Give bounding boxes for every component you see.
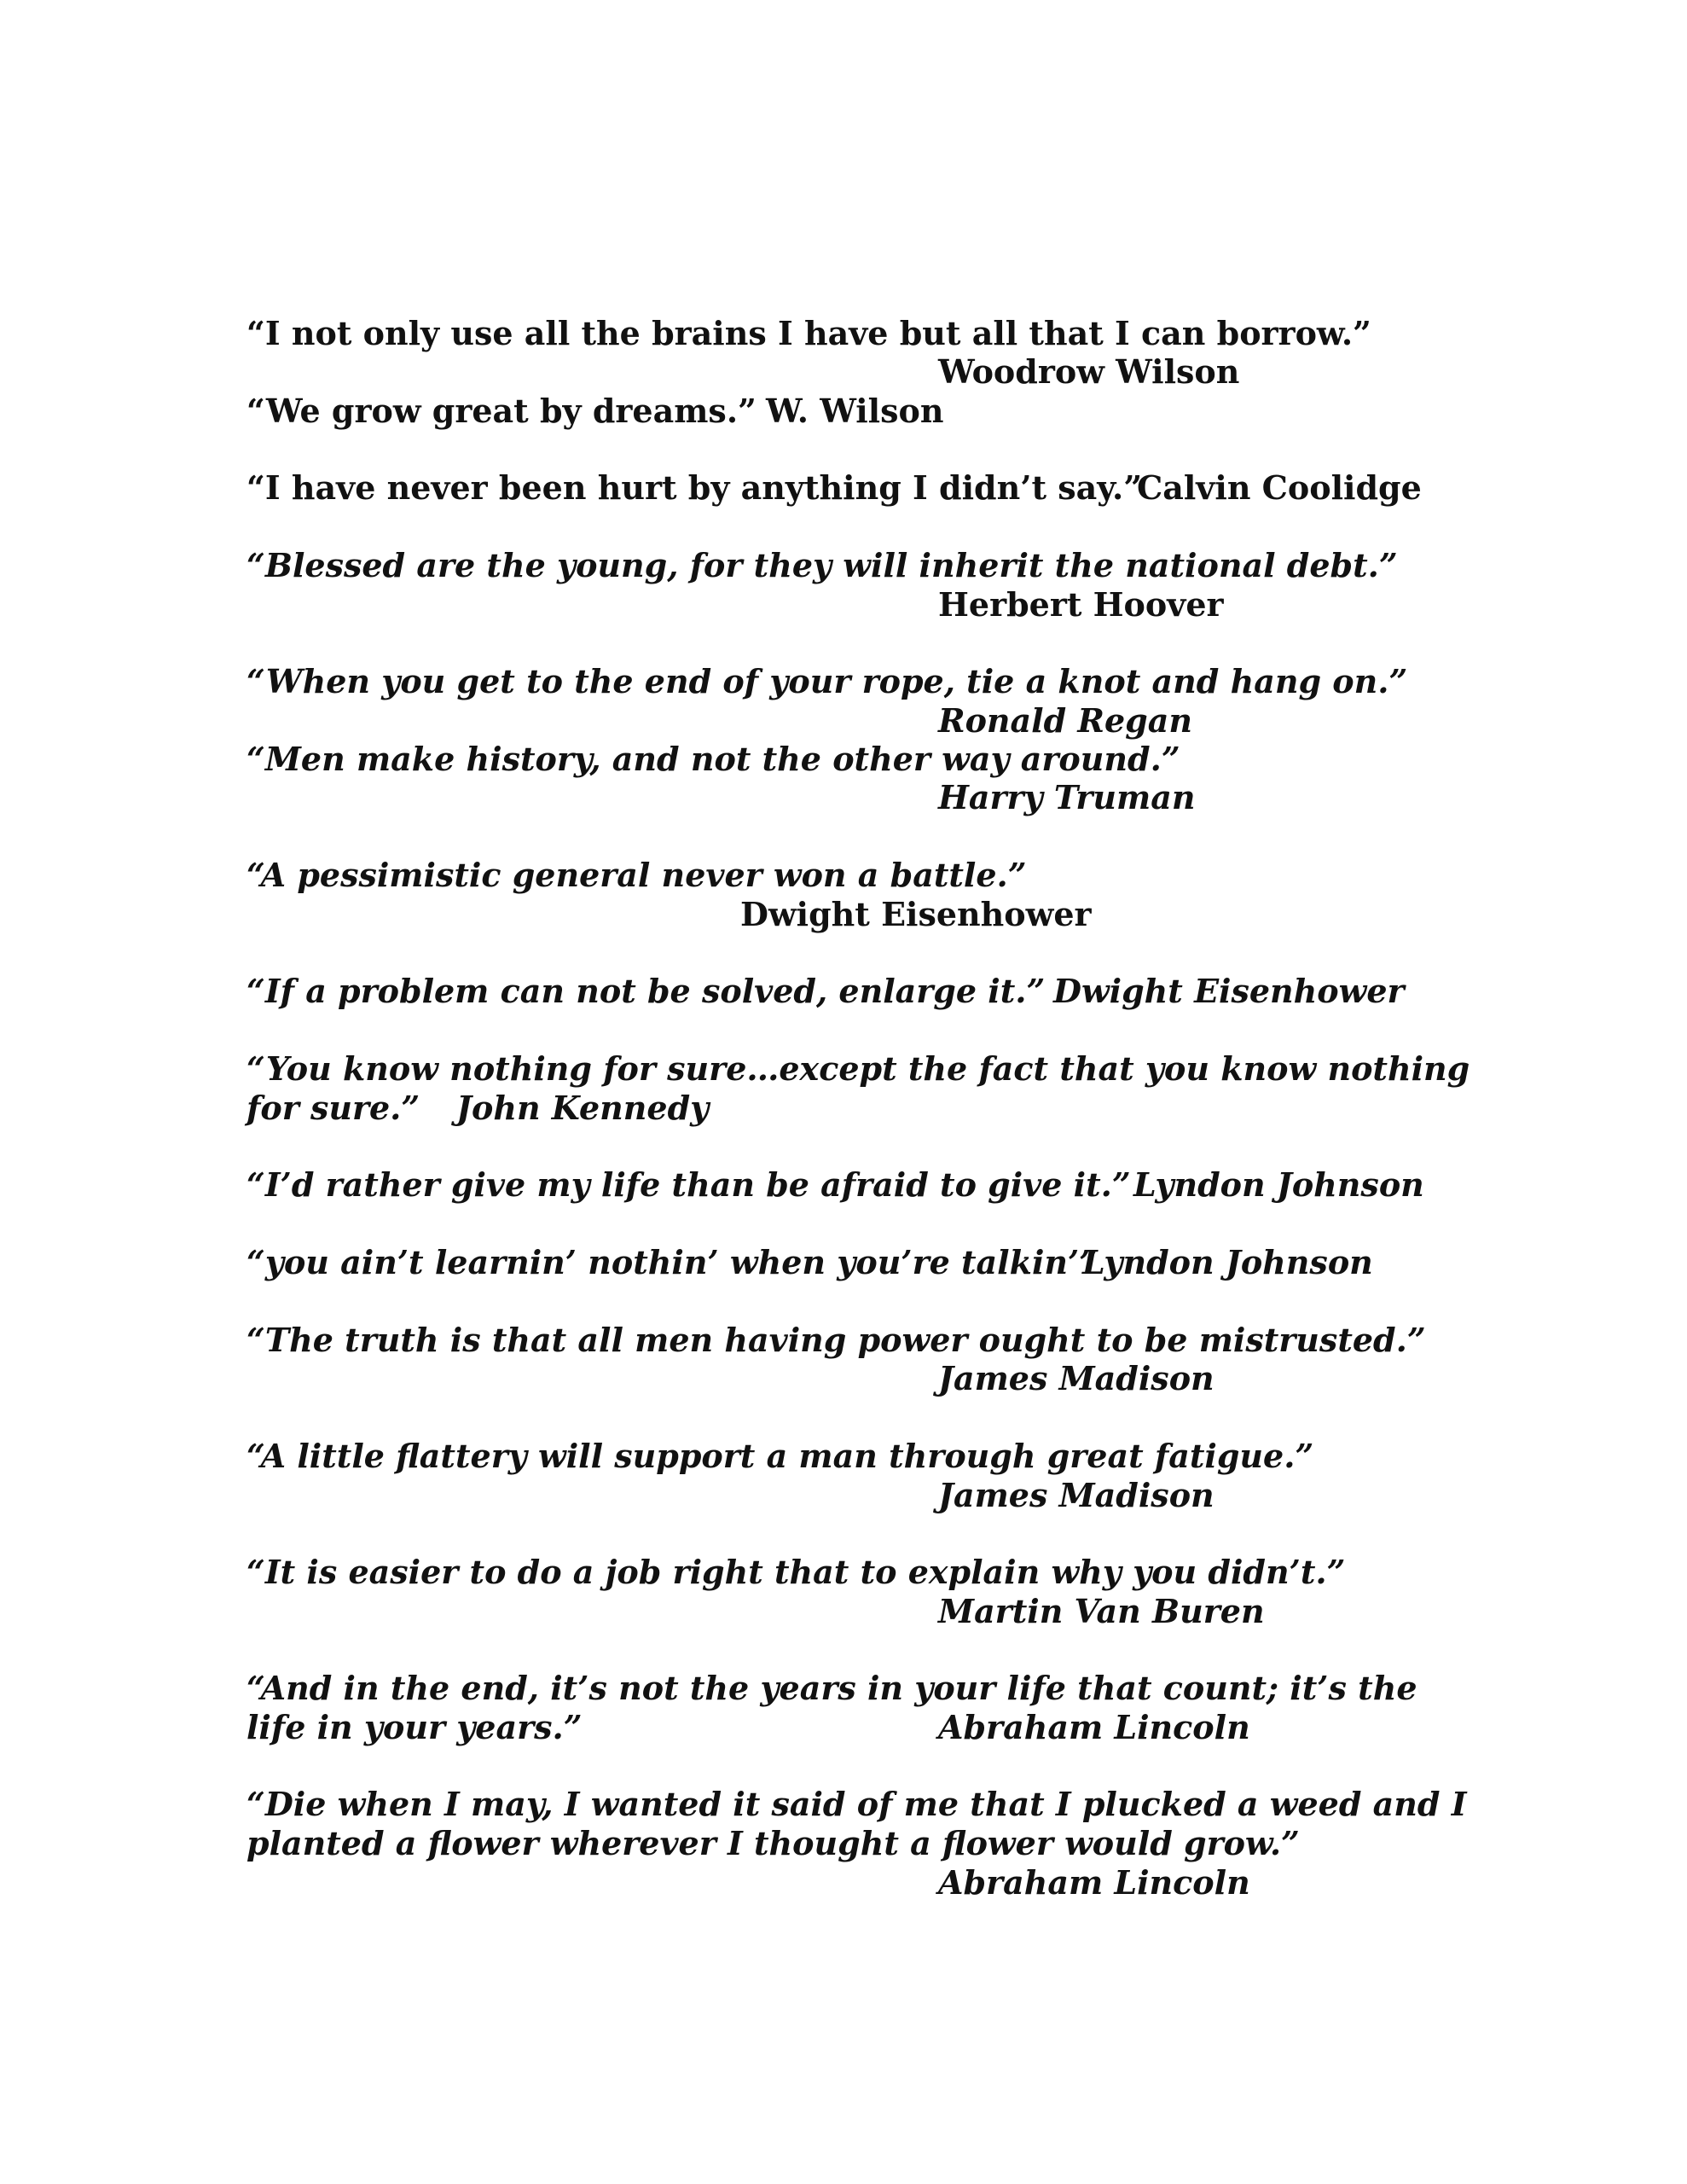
quote-text: “I have never been hurt by anything I didn’t say.” (246, 468, 1143, 507)
quote-author: Martin Van Buren (938, 1592, 1265, 1630)
quote-author: Ronald Regan (938, 701, 1192, 740)
quote-author: W. Wilson (766, 392, 944, 430)
quote-text: “A little flattery will support a man through great fatigue.” (246, 1437, 1314, 1475)
quote-author: Herbert Hoover (938, 585, 1224, 624)
quote-text: “If a problem can not be solved, enlarge it.” (246, 972, 1046, 1010)
quote-author: Harry Truman (938, 778, 1196, 816)
quote-text-line1: “You know nothing for sure…except the fact that you know nothing (246, 1049, 1470, 1088)
quote-text: “Men make history, and not the other way around.” (246, 740, 1180, 778)
quote-author: John Kennedy (456, 1089, 710, 1127)
quote-author: Calvin Coolidge (1137, 468, 1422, 507)
quote-author: Lyndon Johnson (1133, 1165, 1424, 1204)
quote-text: “A pessimistic general never won a battle.” (246, 856, 1027, 894)
quote-author: James Madison (938, 1476, 1215, 1514)
quote-text: “Blessed are the young, for they will inherit the national debt.” (246, 546, 1398, 584)
quote-text: “The truth is that all men having power ought to be mistrusted.” (246, 1321, 1426, 1359)
quote-text-line2: life in your years.” (246, 1708, 583, 1746)
quote-author: Lyndon Johnson (1082, 1243, 1373, 1281)
quote-text-line1: “Die when I may, I wanted it said of me that I plucked a weed and I (246, 1785, 1467, 1823)
quote-text-line2: planted a flower wherever I thought a flower would grow.” (246, 1824, 1300, 1862)
quote-text: “When you get to the end of your rope, tie a knot and hang on.” (246, 662, 1408, 700)
quote-text: “We grow great by dreams.” (246, 392, 757, 430)
quote-author: Abraham Lincoln (938, 1863, 1250, 1902)
quote-author: Dwight Eisenhower (1053, 972, 1405, 1010)
quote-author: Dwight Eisenhower (740, 895, 1092, 933)
quote-author: Abraham Lincoln (938, 1708, 1250, 1746)
quote-text: “I not only use all the brains I have but all that I can borrow.” (246, 314, 1371, 352)
quote-text: “It is easier to do a job right that to explain why you didn’t.” (246, 1553, 1346, 1591)
quote-author: James Madison (938, 1359, 1215, 1397)
quote-text: “you ain’t learnin’ nothin’ when you’re talkin’” (246, 1243, 1099, 1281)
quote-text-line2: for sure.” (246, 1089, 420, 1127)
quote-author: Woodrow Wilson (938, 352, 1240, 391)
quote-text: “I’d rather give my life than be afraid to give it.” (246, 1165, 1131, 1204)
quote-text-line1: “And in the end, it’s not the years in your life that count; it’s the (246, 1669, 1417, 1707)
